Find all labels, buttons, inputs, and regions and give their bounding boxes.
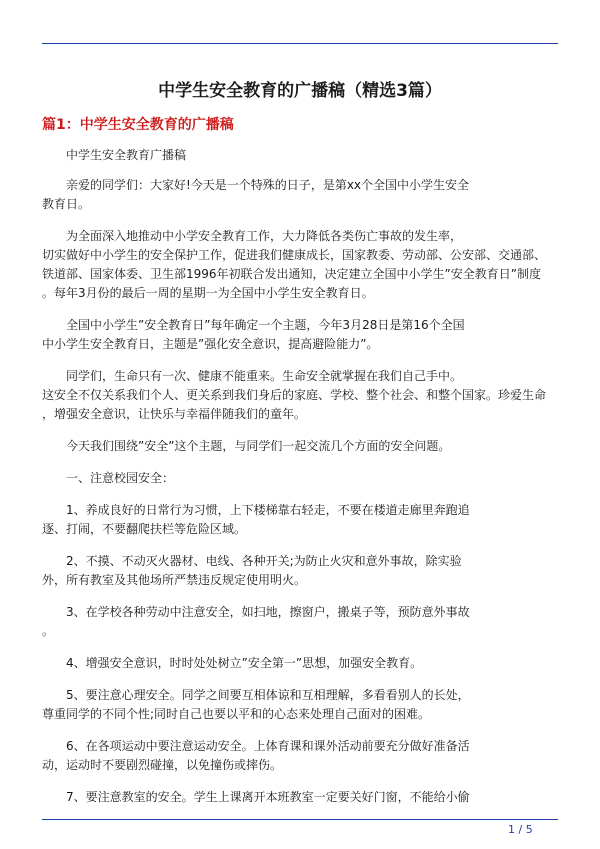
footer-rule <box>42 819 558 820</box>
paragraph: 今天我们围绕”安全”这个主题，与同学们一起交流几个方面的安全问题。 <box>42 439 451 453</box>
paragraph: 中学生安全教育广播稿 <box>42 148 187 162</box>
paragraph: 一、注意校园安全： <box>42 471 175 485</box>
paragraph: 2、不摸、不动灭火器材、电线、各种开关;为防止火灾和意外事故，除实验 外，所有教室及其他场所严禁违反规定使用明火。 <box>42 554 462 587</box>
paragraph: 3、在学校各种劳动中注意安全，如扫地，擦窗户，搬桌子等，预防意外事故 。 <box>42 605 470 638</box>
document-title: 中学生安全教育的广播稿（精选3篇） <box>158 81 442 101</box>
paragraph: 1、养成良好的日常行为习惯，上下楼梯靠右轻走，不要在楼道走廊里奔跑追 逐、打闹，不要翻爬扶栏等危险区域。 <box>42 503 470 536</box>
document-body <box>42 146 558 820</box>
paragraph: 6、在各项运动中要注意运动安全。上体育课和课外活动前要充分做好准备活 动，运动时不要剧烈碰撞，以免撞伤或摔伤。 <box>42 739 470 772</box>
paragraph: 5、要注意心理安全。同学之间要互相体谅和互相理解，多看看别人的长处， 尊重同学的不同个性;同时自己也要以平和的心态来处理自己面对的困难。 <box>42 688 470 721</box>
paragraph: 同学们，生命只有一次、健康不能重来。生命安全就掌握在我们自己手中。 这安全不仅关系我们个人、更关系到我们身后的家庭、学校、整个社会、和整个国家。珍爱生命 ，增强安全意识，让快乐与幸福伴随我们的童年。 <box>42 369 547 421</box>
paragraph: 4、增强安全意识，时时处处树立”安全第一”思想，加强安全教育。 <box>42 656 423 670</box>
paragraph: 亲爱的同学们：大家好!今天是一个特殊的日子，是第xx个全国中小学生安全 教育日。 <box>42 178 470 211</box>
section-heading: 篇1：中学生安全教育的广播稿 <box>42 117 234 133</box>
paragraph: 全国中小学生”安全教育日”每年确定一个主题，今年3月28日是第16个全国 中小学生安全教育日，主题是”强化安全意识，提高避险能力”。 <box>42 318 465 351</box>
page-number: 1 / 5 <box>508 823 533 836</box>
paragraph: 为全面深入地推动中小学安全教育工作，大力降低各类伤亡事故的发生率， 切实做好中小学生的安全保护工作，促进我们健康成长，国家教委、劳动部、公安部、交通部、 铁道部、国家体委、卫生部1996年初联合发出通知，决定建立全国中小学生”安全教育日”制度 。每年3月份的最后一周的星期一为全国中小学生安全教育日。 <box>42 229 547 300</box>
header-rule <box>42 43 558 44</box>
paragraph: 7、要注意教室的安全。学生上课离开本班教室一定要关好门窗，不能给小偷 <box>42 790 470 804</box>
